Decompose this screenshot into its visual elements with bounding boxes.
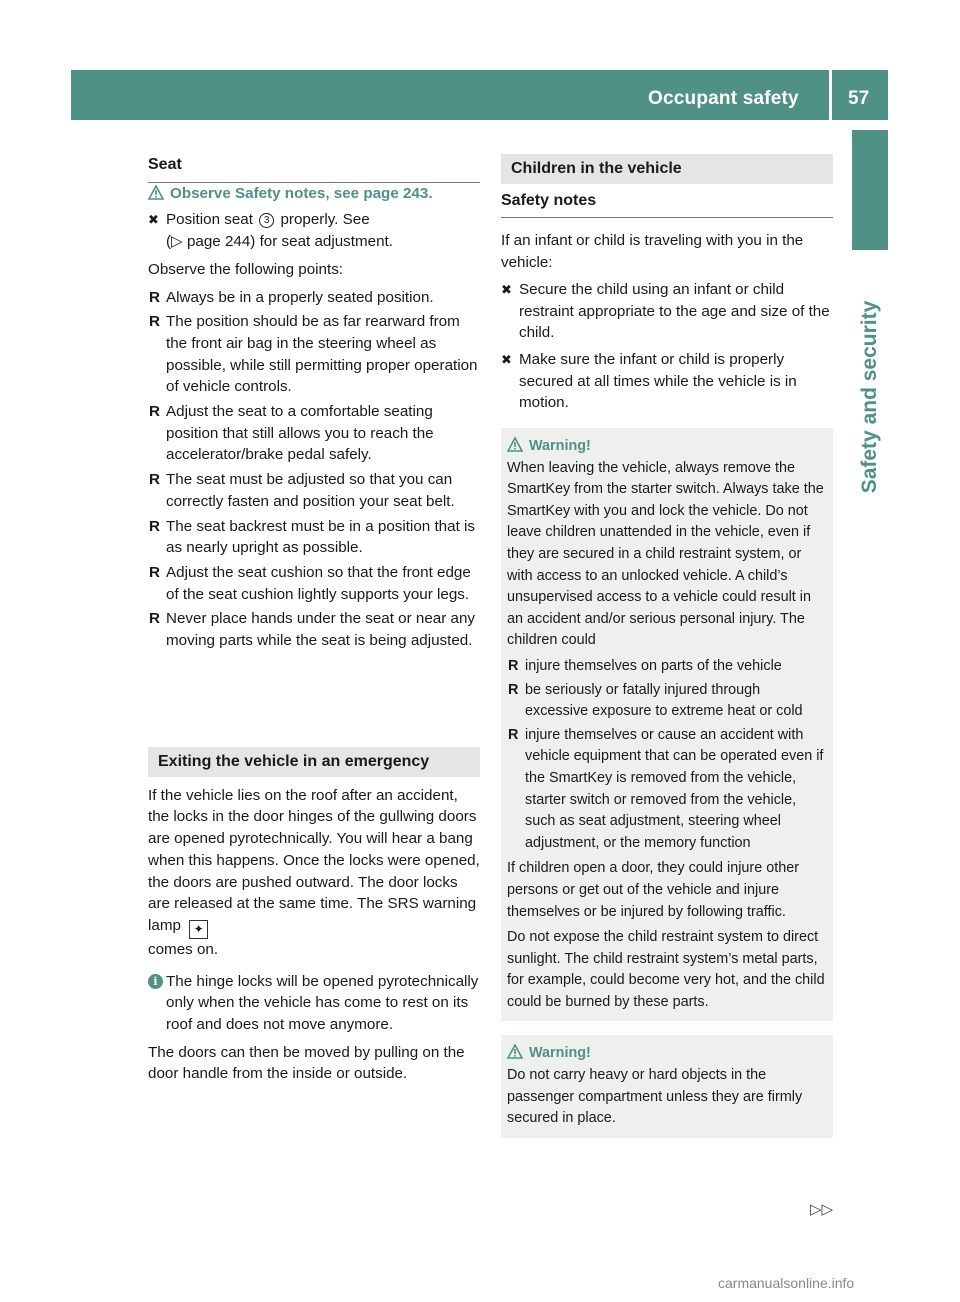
item-number-badge: 3 [259, 213, 274, 228]
bullet-icon: R [149, 403, 160, 421]
step-item [148, 209, 480, 252]
info-note [148, 971, 480, 1036]
continue-arrows-icon: ▷▷ [810, 1201, 834, 1218]
children-intro: If an infant or child is traveling with you in the vehicle: [501, 232, 804, 272]
right-column [501, 154, 833, 1138]
warning-triangle-icon [148, 185, 164, 200]
list-item-text: injure themselves on parts of the vehicle [525, 657, 782, 674]
warning-triangle-icon [507, 1044, 523, 1059]
page-number: 57 [848, 88, 870, 109]
side-tab-text: Safety and security [858, 300, 881, 494]
list-item [148, 469, 480, 512]
warning-paragraph: Do not expose the child restraint system to direct sunlight. The child restraint system’s metal parts, for example, could become very hot, and the child could be burned by these parts. [507, 929, 825, 1010]
list-item [148, 562, 480, 605]
warning-title [507, 1043, 826, 1065]
exit-paragraph [148, 785, 480, 961]
list-item [148, 401, 480, 466]
step-item [501, 349, 833, 414]
intro-text: Observe the following points: [148, 260, 344, 278]
step-item [501, 279, 833, 344]
doors-paragraph: The doors can then be moved by pulling on the door handle from the inside or outside. [148, 1043, 465, 1083]
divider [501, 217, 833, 218]
list-item-text: The seat must be adjusted so that you can correctly fasten and position your seat belt. [166, 471, 455, 510]
list-item [148, 287, 480, 309]
bullet-icon: R [149, 288, 160, 306]
list-item [507, 725, 826, 855]
list-item-text: Always be in a properly seated position. [166, 288, 434, 306]
list-item-text: Never place hands under the seat or near any moving parts while the seat is being adjusted. [166, 610, 476, 650]
watermark: carmanualsonline.info [718, 1275, 855, 1291]
step-text: Secure the child using an infant or child restraint appropriate to the age and size of the child. [519, 280, 830, 342]
left-column [148, 154, 480, 652]
srs-warning-lamp-icon: ✦ [189, 920, 208, 939]
page-reference: (▷ page 244) for seat adjustment. [166, 233, 393, 251]
bullet-icon: R [149, 313, 160, 331]
list-item-text: The position should be as far rearward from the front air bag in the steering wheel as possible, while still permitting proper operation of vehicle controls. [166, 313, 478, 396]
warning-title-text: Warning! [529, 1045, 591, 1062]
list-item [148, 311, 480, 398]
list-item-text: The seat backrest must be in a position that is as nearly upright as possible. [166, 517, 475, 557]
step-text-a: Position seat [166, 211, 253, 229]
page-title: Occupant safety [648, 88, 799, 109]
warning-paragraph: When leaving the vehicle, always remove the SmartKey from the starter switch. Always take the SmartKey with you and lock the vehicle. Do not leave children unattended in the vehicle, even if they are secured in a child restraint system, or with access to an unlocked vehicle. A child’s unsupervised access to a vehicle could result in an accident and/or serious personal injury. The children could [507, 459, 824, 649]
warning-box [501, 428, 833, 1021]
step-marker-icon: ✖ [501, 351, 512, 367]
bullet-icon: R [508, 681, 519, 698]
step-marker-icon: ✖ [501, 281, 512, 297]
bullet-icon: R [508, 657, 519, 674]
bullet-icon: R [149, 471, 160, 489]
bullet-icon: R [149, 517, 160, 535]
observe-note [148, 183, 480, 205]
step-text-b: properly. See [280, 211, 370, 229]
header-separator [829, 70, 832, 120]
side-tab-label [857, 267, 883, 527]
list-item-text: Adjust the seat cushion so that the front edge of the seat cushion lightly supports your legs. [166, 563, 471, 603]
list-item [507, 656, 826, 678]
children-heading: Children in the vehicle [501, 154, 833, 184]
bullet-icon: R [149, 563, 160, 581]
exit-section [148, 747, 480, 1085]
side-tab-marker [852, 130, 888, 250]
info-icon: i [148, 971, 163, 993]
list-item-text: Adjust the seat to a comfortable seating position that still allows you to reach the accelerator/brake pedal safely. [166, 403, 434, 464]
bullet-list [148, 287, 480, 652]
exit-paragraph-end: comes on. [148, 940, 219, 958]
bullet-icon: R [508, 726, 519, 743]
list-item [148, 516, 480, 559]
bullet-icon: R [149, 610, 160, 628]
seat-heading: Seat [148, 156, 182, 173]
warning-paragraph: Do not carry heavy or hard objects in the passenger compartment unless they are firmly secured in place. [507, 1067, 803, 1127]
warning-title-text: Warning! [529, 438, 591, 455]
exit-paragraph-text: If the vehicle lies on the roof after an accident, the locks in the door hinges of the gullwing doors are opened pyrotechnically. You will hear a bang when this happens. Once the locks were opened, the doors are pushed outward. The door locks are released at the same time. The SRS warning lamp [148, 786, 480, 934]
warning-box [501, 1035, 833, 1137]
list-item [148, 608, 480, 651]
info-text: The hinge locks will be opened pyrotechnically only when the vehicle has come to rest on its roof and does not move anymore. [166, 972, 479, 1034]
step-text: Make sure the infant or child is properly secured at all times while the vehicle is in motion. [519, 350, 797, 412]
list-item-text: be seriously or fatally injured through excessive exposure to extreme heat or cold [525, 681, 803, 720]
warning-title [507, 436, 826, 458]
list-item [507, 680, 826, 723]
list-item-text: injure themselves or cause an accident with vehicle equipment that can be operated even if the SmartKey is removed from the vehicle, starter switch or removed from the vehicle, such as seat adjustment, steering wheel adjustment, or the memory function [525, 726, 824, 851]
exit-heading: Exiting the vehicle in an emergency [148, 747, 480, 777]
observe-text: Observe Safety notes, see page 243. [170, 184, 433, 202]
warning-triangle-icon [507, 437, 523, 452]
step-marker-icon: ✖ [148, 212, 159, 228]
safety-notes-heading: Safety notes [501, 191, 597, 209]
warning-paragraph: If children open a door, they could injure other persons or get out of the vehicle and injure themselves or be injured by following traffic. [507, 860, 800, 920]
